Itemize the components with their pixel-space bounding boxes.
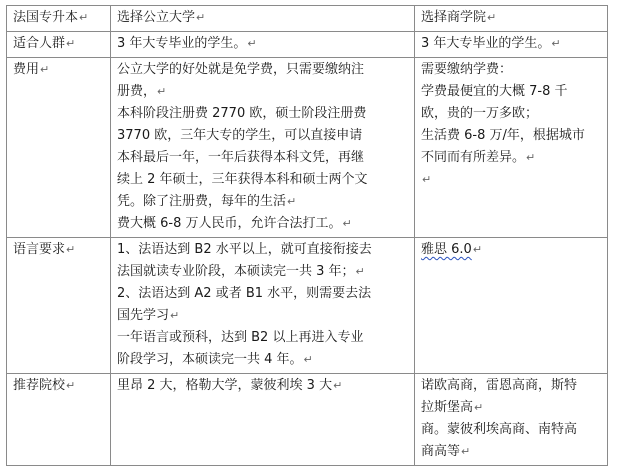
header-topic-text: 法国专升本 — [13, 10, 79, 25]
paragraph-mark: ↵ — [79, 11, 89, 24]
text-line: 本科最后一年，一年后获得本科文凭，再继 — [117, 150, 365, 165]
text-fragment: 凭。除了注册费，每年的生活 — [117, 194, 287, 209]
paragraph-mark: ↵ — [526, 151, 536, 164]
paragraph-mark: ↵ — [196, 11, 206, 24]
paragraph-mark: ↵ — [474, 401, 484, 414]
text-line: 本科阶段注册费 2770 欧，硕士阶段注册费 — [117, 106, 367, 121]
text-line: 3 年大专毕业的学生。 — [421, 36, 551, 51]
text-fragment: 费大概 6-8 万人民币，允许合法打工。 — [117, 216, 342, 231]
public-cell — [111, 58, 415, 238]
row-label-schools: 推荐院校 — [13, 378, 66, 393]
paragraph-mark: ↵ — [551, 37, 561, 50]
row-label-cell — [7, 238, 111, 374]
text-fragment: 国先学习 — [117, 308, 170, 323]
business-cell — [415, 58, 608, 238]
table-row-language — [7, 238, 608, 374]
paragraph-mark: ↵ — [333, 379, 343, 392]
text-line — [117, 349, 408, 371]
text-line: 生活费 6-8 万/年，根据城市 — [421, 128, 585, 143]
table-header-row — [7, 6, 608, 32]
row-label-language: 语言要求 — [13, 242, 66, 257]
paragraph-mark: ↵ — [170, 309, 180, 322]
paragraph-mark: ↵ — [355, 265, 365, 278]
text-line: 雅思 6.0 — [421, 242, 472, 257]
text-line: 2、法语达到 A2 或者 B1 水平，则需要去法 — [117, 286, 372, 301]
public-cell — [111, 238, 415, 374]
paragraph-mark: ↵ — [303, 353, 313, 366]
text-line: 公立大学的好处就是免学费，只需要缴纳注 — [117, 62, 365, 77]
row-label-cell — [7, 58, 111, 238]
paragraph-mark: ↵ — [157, 85, 167, 98]
row-label-cell — [7, 374, 111, 466]
text-line: 诺欧高商，雷恩高商，斯特 — [421, 378, 578, 393]
text-line — [421, 397, 601, 419]
text-fragment: 不同而有所差异。 — [421, 150, 526, 165]
paragraph-mark: ↵ — [487, 11, 497, 24]
text-line: 商。蒙彼利埃高商、南特高 — [421, 422, 578, 437]
text-fragment: 册费， — [117, 84, 157, 99]
text-line: 需要缴纳学费： — [421, 62, 513, 77]
paragraph-mark: ↵ — [66, 243, 76, 256]
header-cell-business — [415, 6, 608, 32]
text-line: 一年语言或预科，达到 B2 以上再进入专业 — [117, 330, 364, 345]
paragraph-mark: ↵ — [342, 217, 352, 230]
row-label-cell — [7, 32, 111, 58]
text-line: 续上 2 年硕士，三年获得本科和硕士两个文 — [117, 172, 368, 187]
header-public-text: 选择公立大学 — [117, 10, 196, 25]
paragraph-mark: ↵ — [472, 243, 483, 256]
text-line: 3 年大专毕业的学生。 — [117, 36, 247, 51]
paragraph-mark: ↵ — [66, 379, 76, 392]
text-line: 3770 欧，三年大专的学生，可以直接申请 — [117, 128, 363, 143]
paragraph-mark: ↵ — [247, 37, 257, 50]
paragraph-mark: ↵ — [287, 195, 297, 208]
comparison-table — [6, 5, 608, 466]
text-line: 欧，贵的一万多欧； — [421, 106, 539, 121]
text-line — [421, 169, 601, 191]
business-cell — [415, 32, 608, 58]
business-cell — [415, 374, 608, 466]
text-line — [421, 147, 601, 169]
text-line — [117, 305, 408, 327]
text-line — [421, 441, 601, 463]
public-cell — [111, 32, 415, 58]
header-business-text: 选择商学院 — [421, 10, 487, 25]
paragraph-mark: ↵ — [461, 445, 471, 458]
text-line: 学费最便宜的大概 7-8 千 — [421, 84, 568, 99]
table-row-audience — [7, 32, 608, 58]
paragraph-mark: ↵ — [66, 37, 76, 50]
text-line: 1、法语达到 B2 水平以上，就可直接衔接去 — [117, 242, 372, 257]
row-label-audience: 适合人群 — [13, 36, 66, 51]
text-line — [117, 213, 408, 235]
header-cell-topic — [7, 6, 111, 32]
paragraph-mark: ↵ — [422, 173, 432, 186]
text-line — [117, 261, 408, 283]
table-row-cost — [7, 58, 608, 238]
text-fragment: 拉斯堡高 — [421, 400, 474, 415]
table-row-schools — [7, 374, 608, 466]
text-line: 里昂 2 大，格勒大学，蒙彼利埃 3 大 — [117, 378, 333, 393]
header-cell-public — [111, 6, 415, 32]
row-label-cost: 费用 — [13, 62, 40, 77]
business-cell — [415, 238, 608, 374]
text-line — [117, 81, 408, 103]
paragraph-mark: ↵ — [40, 63, 50, 76]
public-cell — [111, 374, 415, 466]
text-line — [117, 191, 408, 213]
text-fragment: 商高等 — [421, 444, 461, 459]
text-fragment: 阶段学习，本硕读完一共 4 年。 — [117, 352, 303, 367]
text-fragment: 法国就读专业阶段，本硕读完一共 3 年； — [117, 264, 355, 279]
